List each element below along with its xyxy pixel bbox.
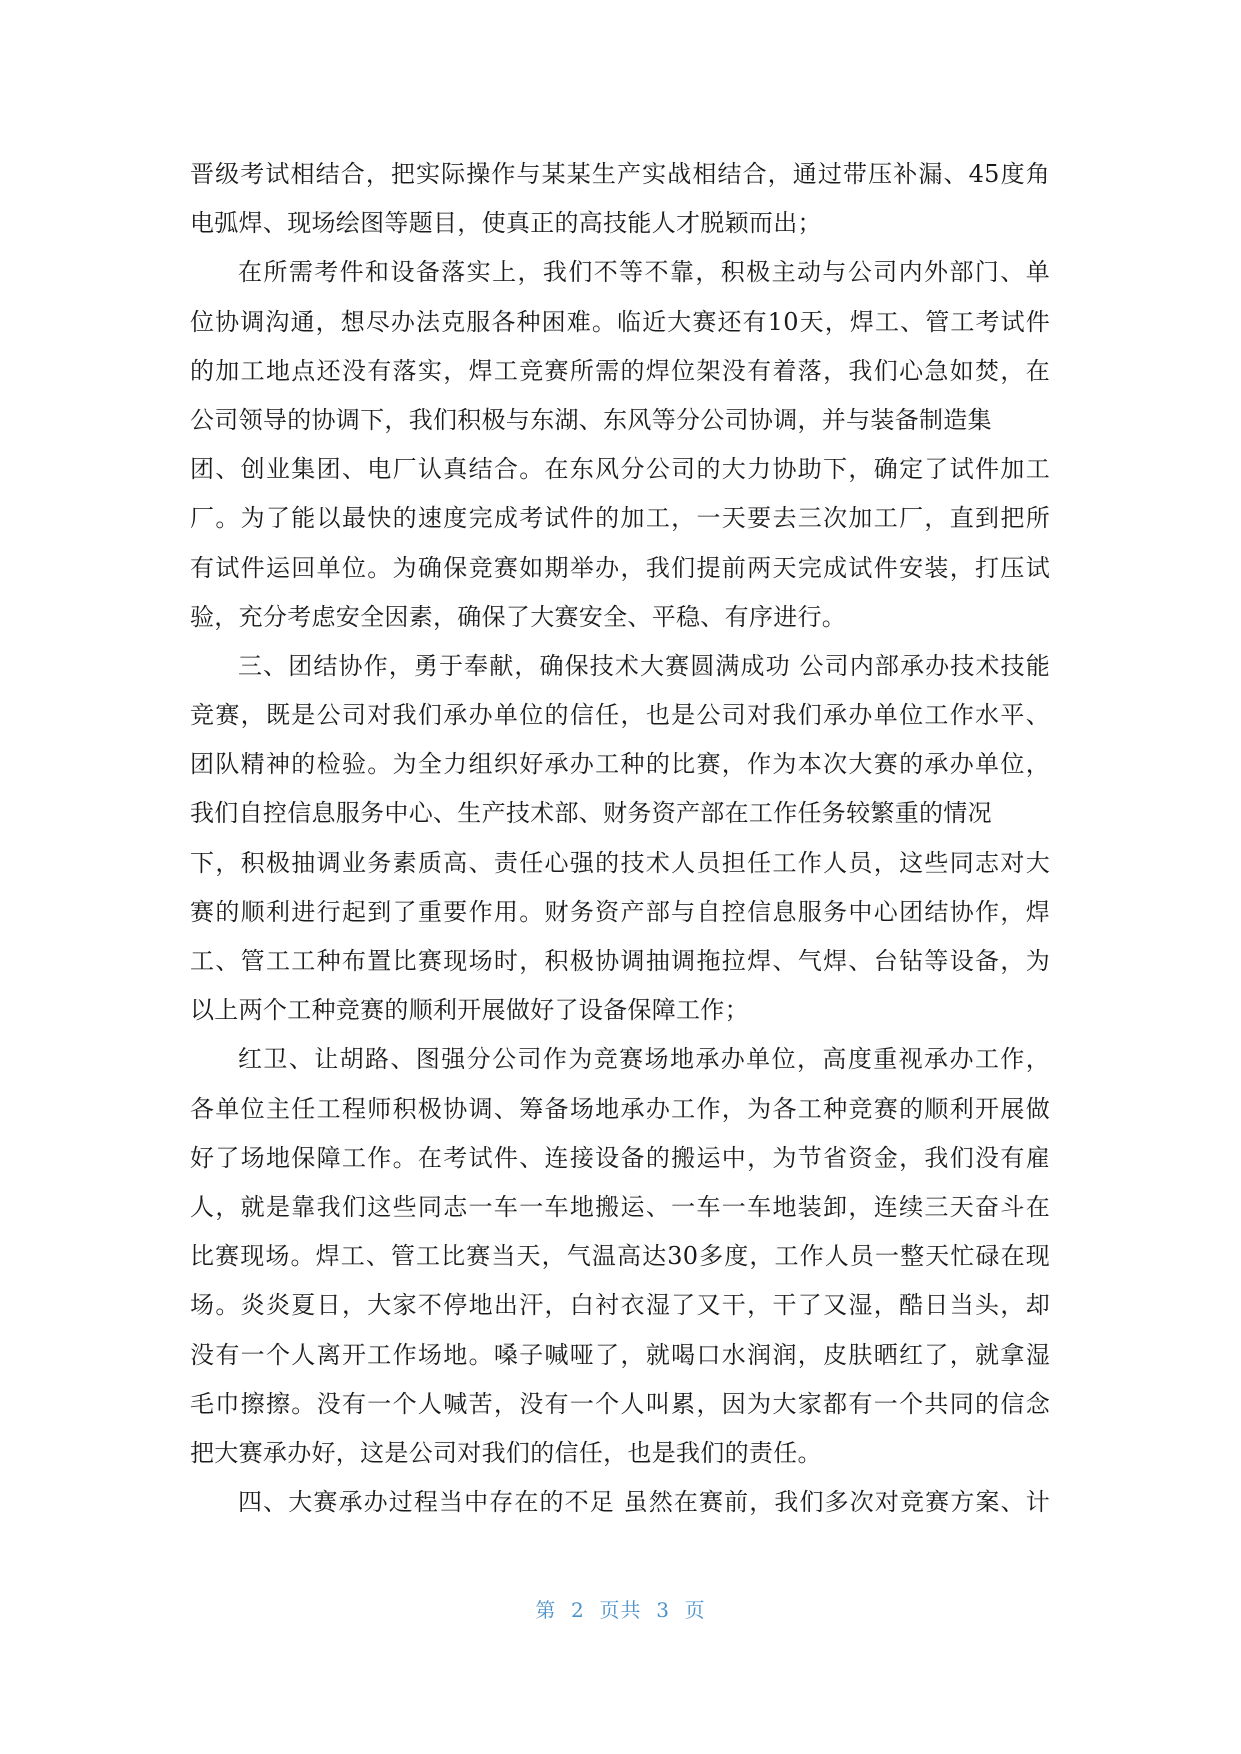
text-line: 在所需考件和设备落实上，我们不等不靠，积极主动与公司内外部门、单 [238,258,1050,287]
text-line: 晋级考试相结合，把实际操作与某某生产实战相结合，通过带压补漏、45度角 [190,160,1050,188]
text-line: 好了场地保障工作。在考试件、连接设备的搬运中，为节省资金，我们没有雇 [190,1143,1050,1172]
text-line: 以上两个工种竞赛的顺利开展做好了设备保障工作； [190,996,749,1025]
text-line: 有试件运回单位。为确保竞赛如期举办，我们提前两天完成试件安装，打压试 [190,553,1050,582]
text-line: 红卫、让胡路、图强分公司作为竞赛场地承办单位，高度重视承办工作， [238,1045,1050,1074]
text-line: 毛巾擦擦。没有一个人喊苦，没有一个人叫累，因为大家都有一个共同的信念 [190,1389,1050,1418]
text-line: 我们自控信息服务中心、生产技术部、财务资产部在工作任务较繁重的情况 [190,799,992,828]
text-line: 竞赛，既是公司对我们承办单位的信任，也是公司对我们承办单位工作水平、 [190,701,1050,730]
text-line: 位协调沟通，想尽办法克服各种困难。临近大赛还有10天，焊工、管工考试件 [190,307,1050,336]
text-line: 的加工地点还没有落实，焊工竞赛所需的焊位架没有着落，我们心急如焚，在 [190,356,1050,385]
text-line: 团队精神的检验。为全力组织好承办工种的比赛，作为本次大赛的承办单位， [190,750,1050,779]
document-body [190,150,1050,1527]
page-footer: 第 2 页共 3 页 [535,1598,706,1622]
text-line: 四、大赛承办过程当中存在的不足 虽然在赛前，我们多次对竞赛方案、计 [238,1488,1050,1517]
text-line: 公司领导的协调下，我们积极与东湖、东风等分公司协调，并与装备制造集 [190,405,992,434]
text-line: 团、创业集团、电厂认真结合。在东风分公司的大力协助下，确定了试件加工 [190,455,1050,484]
text-line: 验，充分考虑安全因素，确保了大赛安全、平稳、有序进行。 [190,602,847,631]
text-line: 工、管工工种布置比赛现场时，积极协调抽调拖拉焊、气焊、台钻等设备，为 [190,947,1050,975]
text-line: 没有一个人离开工作场地。嗓子喊哑了，就喝口水润润，皮肤晒红了，就拿湿 [190,1340,1050,1369]
text-line: 人，就是靠我们这些同志一车一车地搬运、一车一车地装卸，连续三天奋斗在 [190,1192,1050,1221]
text-line: 比赛现场。焊工、管工比赛当天，气温高达30多度，工作人员一整天忙碌在现 [190,1242,1050,1271]
text-line: 电弧焊、现场绘图等题目，使真正的高技能人才脱颖而出； [190,209,822,238]
text-line: 各单位主任工程师积极协调、筹备场地承办工作，为各工种竞赛的顺利开展做 [190,1094,1050,1123]
text-line: 把大赛承办好，这是公司对我们的信任，也是我们的责任。 [190,1438,822,1467]
text-line: 下，积极抽调业务素质高、责任心强的技术人员担任工作人员，这些同志对大 [190,848,1050,877]
text-line: 赛的顺利进行起到了重要作用。财务资产部与自控信息服务中心团结协作，焊 [190,897,1050,926]
text-line: 场。炎炎夏日，大家不停地出汗，白衬衣湿了又干，干了又湿，酷日当头，却 [190,1291,1050,1320]
text-line: 厂。为了能以最快的速度完成考试件的加工，一天要去三次加工厂，直到把所 [190,504,1050,533]
text-line: 三、团结协作，勇于奉献，确保技术大赛圆满成功 公司内部承办技术技能 [238,651,1050,680]
